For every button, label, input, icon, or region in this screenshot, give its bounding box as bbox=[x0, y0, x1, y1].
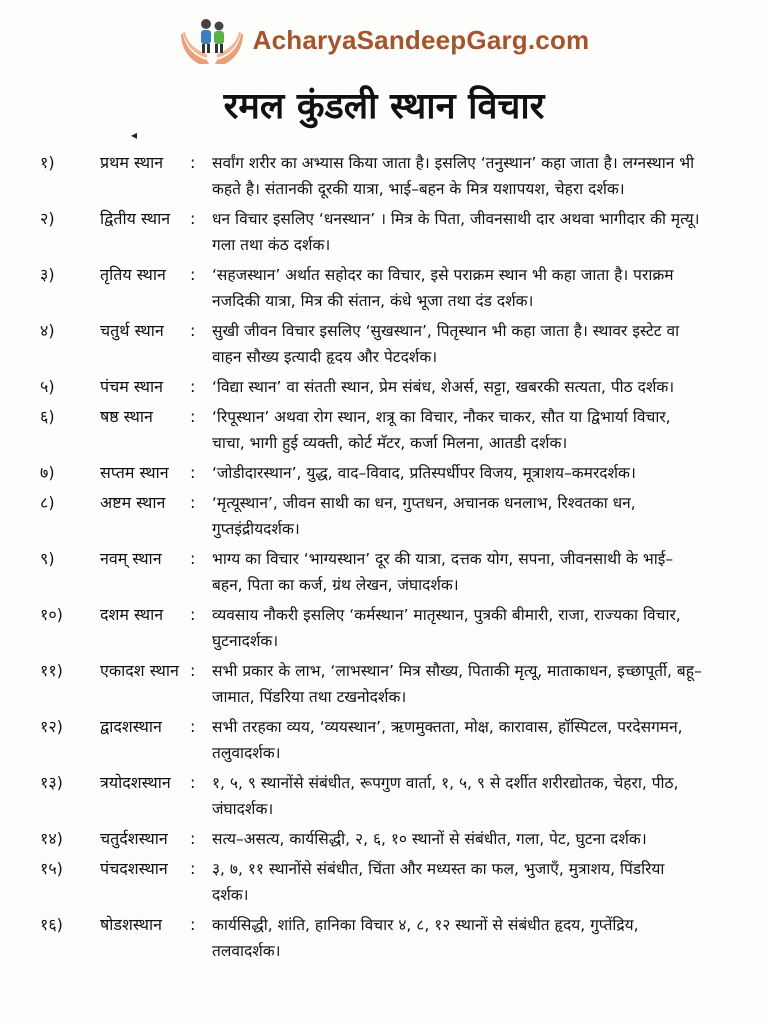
separator-colon: : bbox=[190, 549, 196, 568]
house-row bbox=[0, 460, 768, 486]
separator-colon: : bbox=[190, 153, 196, 172]
house-description: सभी प्रकार के लाभ, ‘लाभस्थान’ मित्र सौख्य, पिताकी मृत्यू, माताकाधन, इच्छापूर्ती, बहू–जामात, पिंडरिया तथा टखनोदर्शक। bbox=[212, 662, 702, 706]
house-description: भाग्य का विचार ‘भाग्यस्थान’ दूर की यात्रा, दत्तक योग, सपना, जीवनसाथी के भाई–बहन, पिता का कर्ज, ग्रंथ लेखन, जंघादर्शक। bbox=[212, 550, 674, 594]
house-description: ‘विद्या स्थान’ वा संतती स्थान, प्रेम संबंध, शेअर्स, सट्टा, खबरकी सत्यता, पीठ दर्शक। bbox=[212, 378, 675, 396]
separator-colon: : bbox=[190, 407, 196, 426]
separator-colon: : bbox=[190, 773, 196, 792]
house-list bbox=[0, 150, 768, 968]
hands-with-figure-logo-icon bbox=[179, 12, 245, 68]
house-row bbox=[0, 404, 768, 456]
house-label: द्वादशस्थान bbox=[100, 717, 162, 736]
separator-colon: : bbox=[190, 321, 196, 340]
separator-colon: : bbox=[190, 209, 196, 228]
house-label: दशम स्थान bbox=[100, 605, 164, 624]
separator-colon: : bbox=[190, 605, 196, 624]
house-number: १) bbox=[40, 153, 55, 172]
house-label: षोडशस्थान bbox=[100, 915, 162, 934]
house-row bbox=[0, 602, 768, 654]
house-number: १०) bbox=[40, 605, 63, 624]
house-label: त्रयोदशस्थान bbox=[100, 773, 171, 792]
separator-colon: : bbox=[190, 493, 196, 512]
house-row bbox=[0, 206, 768, 258]
house-row bbox=[0, 856, 768, 908]
house-row bbox=[0, 150, 768, 202]
house-label: सप्तम स्थान bbox=[100, 463, 169, 482]
house-row bbox=[0, 374, 768, 400]
separator-colon: : bbox=[190, 661, 196, 680]
separator-colon: : bbox=[190, 377, 196, 396]
house-number: १५) bbox=[40, 859, 63, 878]
house-row bbox=[0, 714, 768, 766]
house-number: ५) bbox=[40, 377, 55, 396]
house-description: सुखी जीवन विचार इसलिए ‘सुखस्थान’, पितृस्थान भी कहा जाता है। स्थावर इस्टेट वा वाहन सौख्य इत्यादी हृदय और पेटदर्शक। bbox=[212, 322, 680, 366]
house-label: चतुर्थ स्थान bbox=[100, 321, 164, 340]
house-row bbox=[0, 546, 768, 598]
house-number: ७) bbox=[40, 463, 55, 482]
house-label: षष्ठ स्थान bbox=[100, 407, 153, 426]
house-label: द्वितीय स्थान bbox=[100, 209, 171, 228]
document-title: रमल कुंडली स्थान विचार bbox=[223, 86, 545, 127]
house-row bbox=[0, 826, 768, 852]
house-number: १६) bbox=[40, 915, 63, 934]
house-label: पंचदशस्थान bbox=[100, 859, 168, 878]
separator-colon: : bbox=[190, 859, 196, 878]
separator-colon: : bbox=[190, 915, 196, 934]
house-description: ‘सहजस्थान’ अर्थात सहोदर का विचार, इसे पराक्रम स्थान भी कहा जाता है। पराक्रम नजदिकी यात्रा, मित्र की संतान, कंधे भूजा तथा दंड दर्शक। bbox=[212, 266, 674, 310]
house-description: सत्य–असत्य, कार्यसिद्धी, २, ६, १० स्थानों से संबंधीत, गला, पेट, घुटना दर्शक। bbox=[212, 830, 647, 848]
house-label: पंचम स्थान bbox=[100, 377, 164, 396]
house-number: ६) bbox=[40, 407, 55, 426]
house-label: नवम् स्थान bbox=[100, 549, 162, 568]
house-number: ३) bbox=[40, 265, 55, 284]
scan-speck: ◂ bbox=[131, 128, 138, 142]
house-number: ८) bbox=[40, 493, 55, 512]
house-number: १२) bbox=[40, 717, 63, 736]
house-number: १४) bbox=[40, 829, 63, 848]
house-label: तृतिय स्थान bbox=[100, 265, 166, 284]
house-description: कार्यसिद्धी, शांति, हानिका विचार ४, ८, १२ स्थानों से संबंधीत हृदय, गुप्तेंद्रिय, तलवादर्शक। bbox=[212, 916, 639, 960]
house-row bbox=[0, 262, 768, 314]
house-row bbox=[0, 912, 768, 964]
house-label: अष्टम स्थान bbox=[100, 493, 166, 512]
house-number: ११) bbox=[40, 661, 63, 680]
house-label: प्रथम स्थान bbox=[100, 153, 164, 172]
separator-colon: : bbox=[190, 265, 196, 284]
house-description: ‘रिपूस्थान’ अथवा रोग स्थान, शत्रू का विचार, नौकर चाकर, सौत या द्विभार्या विचार, चाचा, भागी हुई व्यक्ती, कोर्ट मॅटर, कर्जा मिलना, आतडी दर्शक। bbox=[212, 408, 671, 452]
house-description: ‘मृत्यूस्थान’, जीवन साथी का धन, गुप्तधन, अचानक धनलाभ, रिश्वतका धन, गुप्तइंद्रीयदर्शक। bbox=[212, 494, 636, 538]
brand-name[interactable]: AcharyaSandeepGarg.com bbox=[252, 24, 590, 55]
house-row bbox=[0, 658, 768, 710]
house-description: सर्वांग शरीर का अभ्यास किया जाता है। इसलिए ‘तनुस्थान’ कहा जाता है। लग्नस्थान भी कहते है। संतानकी दूरकी यात्रा, भाई–बहन के मित्र यशापयश, चेहरा दर्शक। bbox=[212, 154, 695, 198]
house-description: धन विचार इसलिए ‘धनस्थान’ । मित्र के पिता, जीवनसाथी दार अथवा भागीदार की मृत्यू। गला तथा कंठ दर्शक। bbox=[212, 210, 700, 254]
separator-colon: : bbox=[190, 717, 196, 736]
house-description: ‘जोडीदारस्थान’, युद्ध, वाद–विवाद, प्रतिस्पर्धीपर विजय, मूत्राशय–कमरदर्शक। bbox=[212, 464, 636, 482]
house-row bbox=[0, 490, 768, 542]
house-row bbox=[0, 770, 768, 822]
house-number: ९) bbox=[40, 549, 55, 568]
house-number: २) bbox=[40, 209, 55, 228]
house-description: ३, ७, ११ स्थानोंसे संबंधीत, चिंता और मध्यस्त का फल, भुजाएँ, मुत्राशय, पिंडरिया दर्शक। bbox=[212, 860, 665, 904]
site-header[interactable] bbox=[0, 10, 768, 70]
house-description: १, ५, ९ स्थानोंसे संबंधीत, रूपगुण वार्ता, १, ५, ९ से दर्शीत शरीरद्योतक, चेहरा, पीठ, जंघादर्शक। bbox=[212, 774, 679, 818]
house-number: ४) bbox=[40, 321, 55, 340]
house-description: सभी तरहका व्यय, ‘व्ययस्थान’, ऋणमुक्तता, मोक्ष, कारावास, हॉस्पिटल, परदेसगमन, तलुवादर्शक। bbox=[212, 718, 683, 762]
separator-colon: : bbox=[190, 829, 196, 848]
house-label: चतुर्दशस्थान bbox=[100, 829, 168, 848]
separator-colon: : bbox=[190, 463, 196, 482]
house-number: १३) bbox=[40, 773, 63, 792]
house-description: व्यवसाय नौकरी इसलिए ‘कर्मस्थान’ मातृस्थान, पुत्रकी बीमारी, राजा, राज्यका विचार, घुटनादर्शक। bbox=[212, 606, 681, 650]
house-row bbox=[0, 318, 768, 370]
house-label: एकादश स्थान bbox=[100, 661, 179, 680]
